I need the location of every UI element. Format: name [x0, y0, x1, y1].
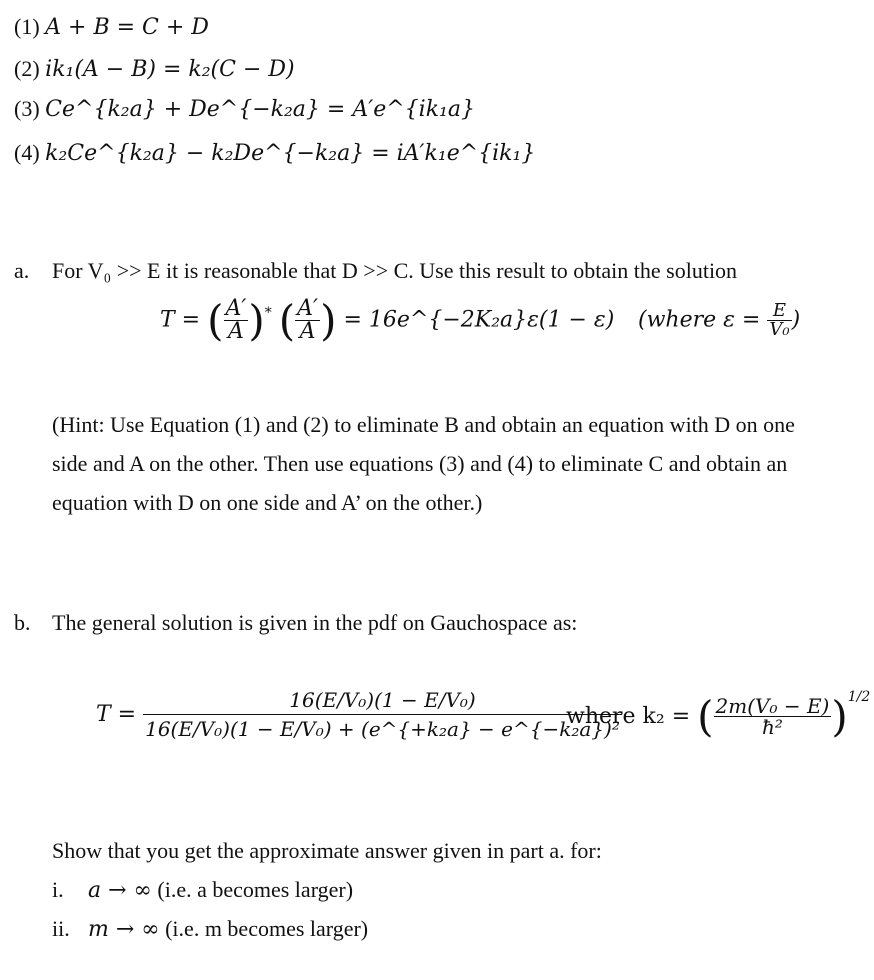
ratio-num-1: A′ — [225, 296, 247, 321]
k2-den: ħ² — [714, 716, 832, 737]
equation-2 — [14, 56, 295, 82]
part-b-intro: The general solution is given in the pdf on Gauchospace as: — [52, 610, 578, 635]
ratio-den-2: A — [295, 320, 320, 343]
item-ii-marker: ii. — [52, 916, 70, 941]
equation-3 — [14, 96, 475, 122]
part-a-formula: T = ( $\frac{A'}{A}$ )* ( $\frac{A'}{A}$ ) = 16e^{−2K₂a}ε(1 − ε) — [160, 296, 615, 345]
part-a-formula-rhs: = 16e^{−2K₂a}ε(1 − ε) — [343, 307, 615, 333]
part-a-formula-T: T = — [160, 307, 201, 333]
equation-1-label: (1) — [14, 14, 40, 39]
where-k2: where k₂ = — [566, 704, 691, 729]
equation-4-label: (4) — [14, 140, 40, 165]
conjugate-star: * — [264, 304, 272, 321]
list-item — [52, 877, 353, 903]
equation-1-text: A + B = C + D — [45, 15, 209, 40]
hint-line-2: side and A on the other. Then use equations (3) and (4) to eliminate C and obtain an — [52, 451, 788, 476]
where-num: E — [772, 300, 787, 321]
general-denominator: 16(E/V₀)(1 − E/V₀) + (e^{+k₂a} − e^{−k₂a})² — [143, 714, 622, 739]
part-b-intro-line — [14, 610, 577, 636]
ratio-den-1: A — [224, 320, 249, 343]
equation-4-text: k₂Ce^{k₂a} − k₂De^{−k₂a} = iA′k₁e^{ik₁} — [45, 141, 536, 166]
part-b-formula — [96, 690, 622, 739]
item-i-marker: i. — [52, 877, 64, 902]
part-a-marker: a. — [14, 258, 30, 283]
where-prefix: (where ε = — [638, 307, 761, 333]
ratio-num-2: A′ — [297, 296, 319, 321]
list-item — [52, 916, 368, 942]
part-a-intro: For V₀ >> E it is reasonable that D >> C. Use this result to obtain the solution — [52, 258, 738, 283]
item-ii-text: (i.e. m becomes larger) — [165, 916, 369, 941]
where-den: V₀ — [769, 319, 790, 340]
where-suffix: ) — [791, 307, 801, 333]
equation-3-label: (3) — [14, 96, 40, 121]
part-b-marker: b. — [14, 610, 31, 635]
equation-4 — [14, 140, 535, 166]
k2-exp: 1/2 — [847, 688, 871, 705]
equation-2-label: (2) — [14, 56, 40, 81]
equation-2-text: ik₁(A − B) = k₂(C − D) — [45, 57, 295, 82]
general-numerator: 16(E/V₀)(1 − E/V₀) — [289, 688, 476, 712]
item-ii-math: m → ∞ — [88, 917, 160, 942]
show-text: Show that you get the approximate answer given in part a. for: — [52, 838, 602, 863]
part-a-where — [638, 302, 800, 339]
part-a-intro-line — [14, 258, 737, 284]
equation-3-text: Ce^{k₂a} + De^{−k₂a} = A′e^{ik₁a} — [45, 97, 475, 122]
part-b-T: T = — [96, 702, 137, 727]
hint-line-3: equation with D on one side and A’ on the other.) — [52, 490, 483, 515]
k2-num: 2m(V₀ − E) — [715, 694, 830, 718]
part-b-k2: where k₂ = ( $\frac{\text{2m(V₀ − E)}}{\text{ħ²}}$ )$^{1/2}$ — [566, 688, 871, 741]
hint-line-1: (Hint: Use Equation (1) and (2) to eliminate B and obtain an equation with D on one — [52, 412, 795, 437]
item-i-math: a → ∞ — [88, 878, 152, 903]
item-i-text: (i.e. a becomes larger) — [157, 877, 354, 902]
equation-1 — [14, 14, 209, 40]
